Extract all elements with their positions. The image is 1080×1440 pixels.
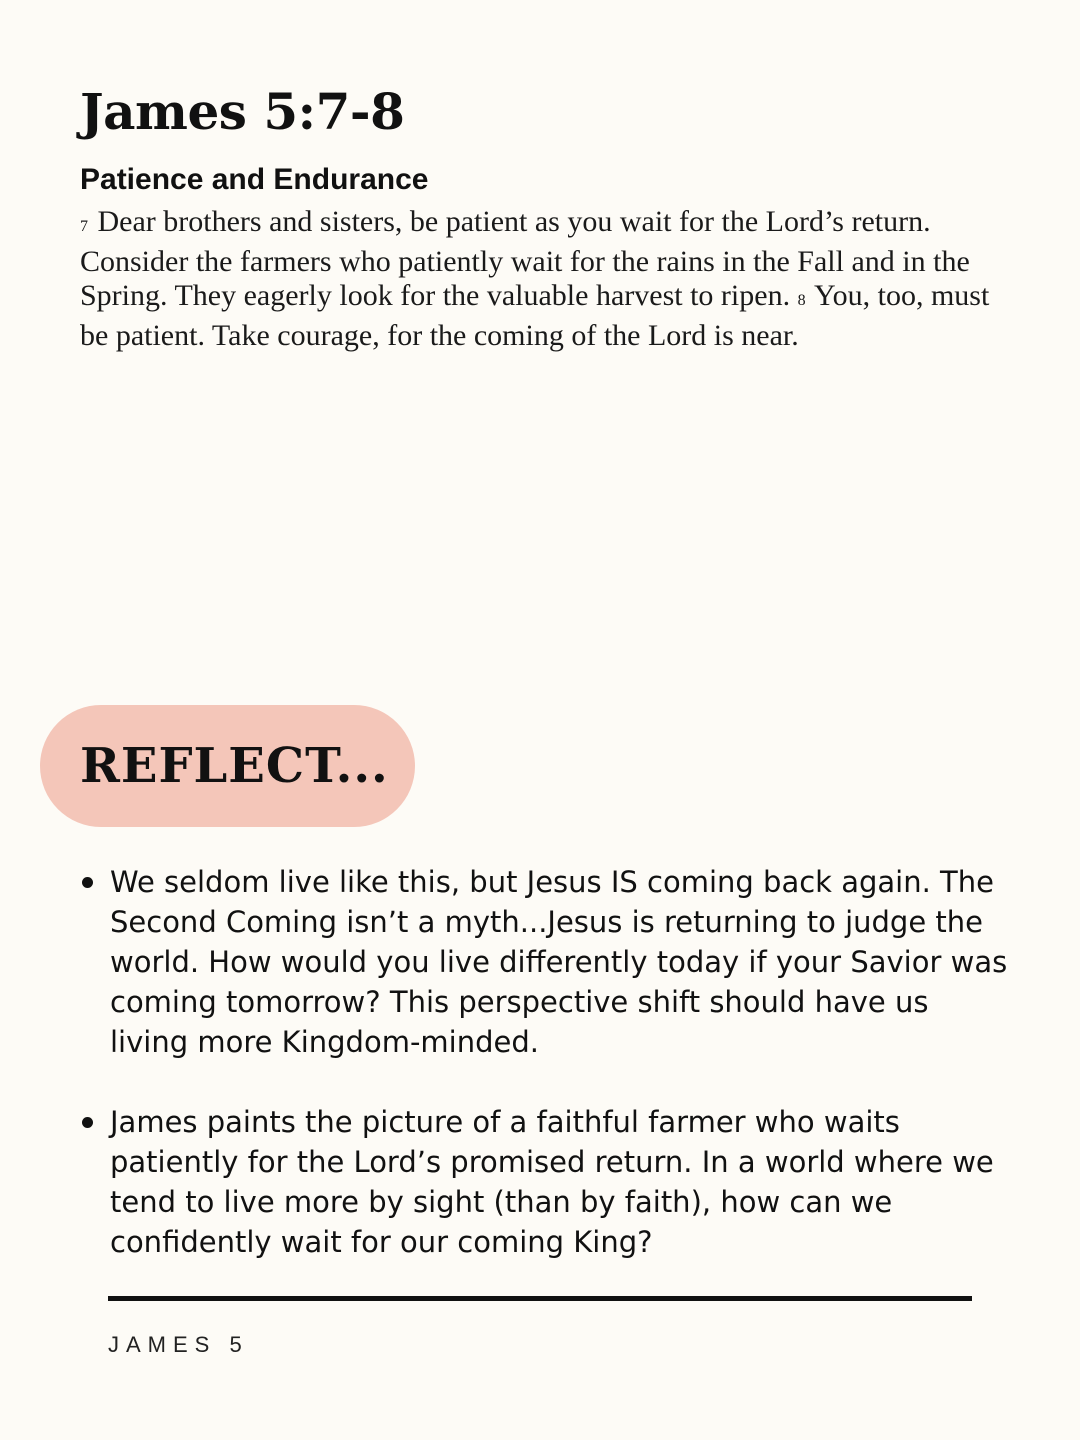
- scripture-passage: [80, 205, 1025, 353]
- passage-heading: Patience and Endurance: [80, 163, 429, 196]
- verse-text: You, too, must be patient. Take courage, for the coming of the Lord is near.: [80, 279, 990, 352]
- divider: [108, 1296, 972, 1301]
- page-title: James 5:7-8: [80, 82, 405, 141]
- verse-number: 8: [797, 292, 806, 309]
- verse-number: 7: [80, 218, 88, 235]
- reflect-label: REFLECT...: [80, 738, 389, 794]
- verse-text: Dear brothers and sisters, be patient as you wait for the Lord’s return. Consider the farmers who patiently wait for the rains in the Fall and in the Spring. They eagerly look for the valuable harvest to ripen.: [80, 205, 970, 312]
- reflection-list: [80, 862, 1010, 1302]
- reflection-item: We seldom live like this, but Jesus IS coming back again. The Second Coming isn’t a myth...Jesus is returning to judge the world. How would you live differently today if your Savior was coming tomorrow? This perspective shift should have us living more Kingdom-minded.: [80, 862, 1010, 1062]
- footer-label: JAMES 5: [108, 1332, 249, 1357]
- reflect-badge: [40, 705, 415, 827]
- reflection-item: James paints the picture of a faithful farmer who waits patiently for the Lord’s promised return. In a world where we tend to live more by sight (than by faith), how can we confidently wait for our coming King?: [80, 1102, 1010, 1262]
